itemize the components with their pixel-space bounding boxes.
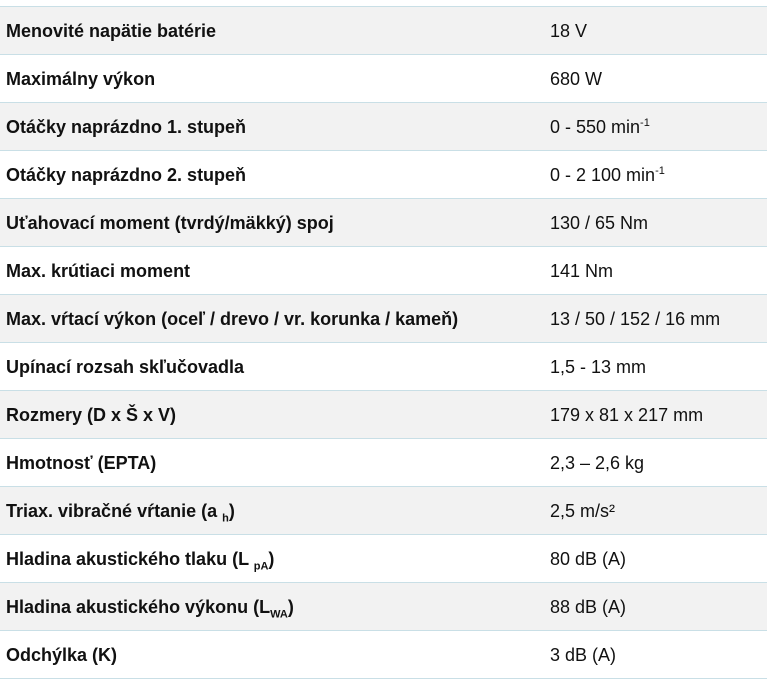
label-subscript: pA (253, 560, 269, 573)
spec-value: 680 W (540, 55, 767, 103)
spec-label: Menovité napätie batérie (0, 7, 540, 55)
value-superscript: -1 (655, 164, 665, 177)
label-subscript: WA (270, 608, 288, 621)
spec-value: 18 V (540, 7, 767, 55)
spec-label: Max. vŕtací výkon (oceľ / drevo / vr. korunka / kameň) (0, 295, 540, 343)
table-row (0, 151, 767, 199)
spec-label: Hladina akustického výkonu $(L_{WA})$ (0, 583, 540, 631)
table-row (0, 487, 767, 535)
spec-value: 130 / 65 Nm (540, 199, 767, 247)
spec-label: Hmotnosť (EPTA) (0, 439, 540, 487)
spec-label: Max. krútiaci moment (0, 247, 540, 295)
spec-value: 80 dB (A) (540, 535, 767, 583)
table-row (0, 295, 767, 343)
table-row (0, 391, 767, 439)
table-row (0, 247, 767, 295)
table-row (0, 199, 767, 247)
spec-label: Otáčky naprázdno 2. stupeň (0, 151, 540, 199)
spec-label: Upínací rozsah skľučovadla (0, 343, 540, 391)
table-row (0, 583, 767, 631)
spec-label: Hladina akustického tlaku (L $_{pA}$) (0, 535, 540, 583)
spec-value: 141 Nm (540, 247, 767, 295)
spec-value: 2,3 – 2,6 kg (540, 439, 767, 487)
table-row (0, 535, 767, 583)
spec-value: 0 - 2 100 $\min^{-1}$ (540, 151, 767, 199)
specifications-table (0, 6, 767, 679)
spec-value: 88 dB (A) (540, 583, 767, 631)
spec-value: 0 - 550 $\min^{-1}$ (540, 103, 767, 151)
spec-value: 13 / 50 / 152 / 16 mm (540, 295, 767, 343)
spec-label: Uťahovací moment (tvrdý/mäkký) spoj (0, 199, 540, 247)
table-row (0, 55, 767, 103)
table-row (0, 439, 767, 487)
table-row (0, 103, 767, 151)
spec-label: Triax. vibračné vŕtanie (a $_h$) (0, 487, 540, 535)
spec-value: 1,5 - 13 mm (540, 343, 767, 391)
spec-label: Rozmery (D x Š x V) (0, 391, 540, 439)
value-superscript: -1 (640, 116, 650, 129)
table-row (0, 7, 767, 55)
table-row (0, 343, 767, 391)
spec-label: Maximálny výkon (0, 55, 540, 103)
spec-value: 179 x 81 x 217 mm (540, 391, 767, 439)
spec-value: 3 dB (A) (540, 631, 767, 679)
table-row (0, 631, 767, 679)
spec-label: Odchýlka (K) (0, 631, 540, 679)
label-subscript: h (222, 512, 229, 525)
spec-label: Otáčky naprázdno 1. stupeň (0, 103, 540, 151)
spec-value: 2,5 m/s² (540, 487, 767, 535)
